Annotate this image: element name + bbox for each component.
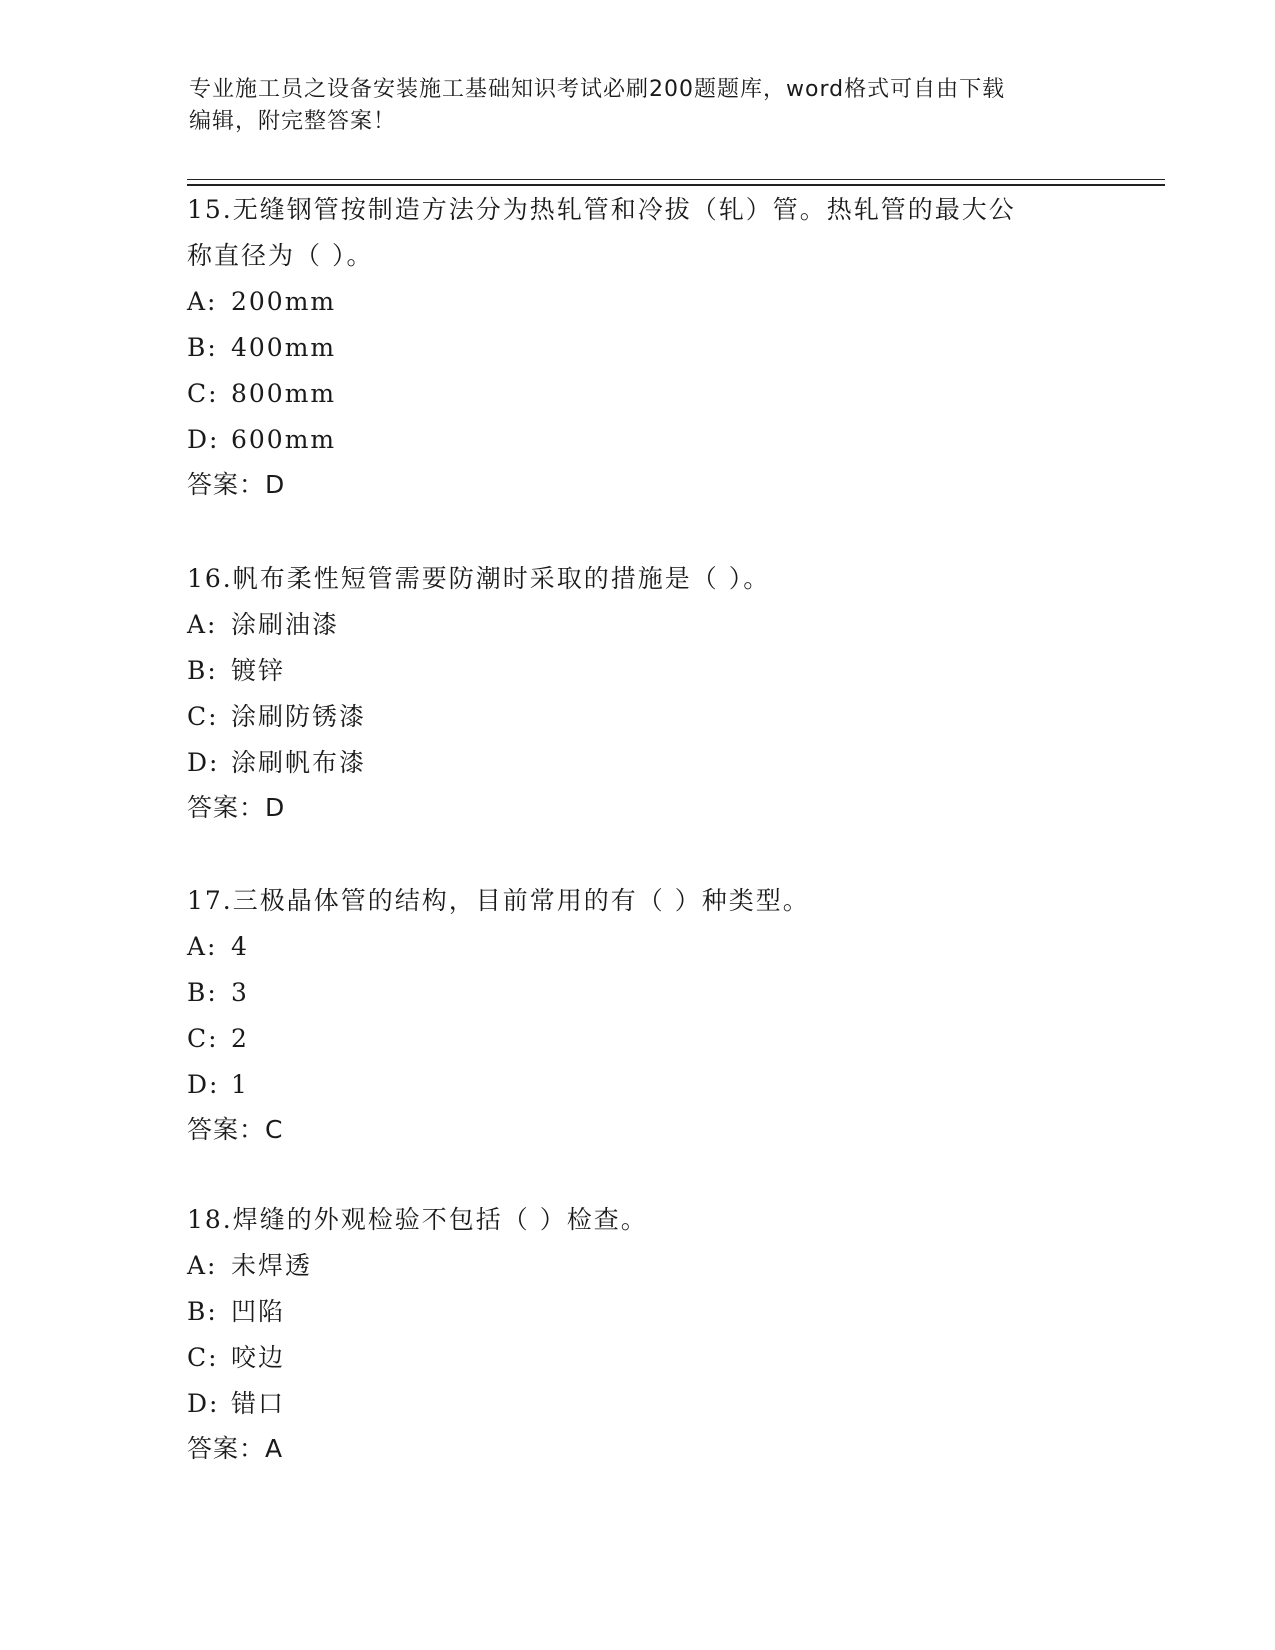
option-letter: D:	[187, 748, 220, 777]
question-text-line: 16.帆布柔性短管需要防潮时采取的措施是（ ）。	[187, 564, 771, 593]
option-text: 3	[231, 978, 249, 1007]
question-16	[187, 556, 1087, 830]
option-letter: D:	[187, 1070, 220, 1099]
header-line-2: 编辑，附完整答案！	[189, 109, 397, 134]
option-letter: D:	[187, 425, 220, 454]
option-a	[187, 1243, 1087, 1289]
option-c	[187, 694, 1087, 740]
option-d	[187, 417, 1087, 463]
option-letter: C:	[187, 379, 219, 408]
option-text: 1	[231, 1070, 249, 1099]
option-c	[187, 1335, 1087, 1381]
option-letter: B:	[187, 1297, 218, 1326]
option-text: 4	[231, 932, 249, 961]
option-c	[187, 371, 1087, 417]
option-letter: C:	[187, 1024, 219, 1053]
option-text: 涂刷油漆	[231, 610, 340, 639]
option-letter: B:	[187, 656, 218, 685]
question-18	[187, 1197, 1087, 1471]
option-text: 600mm	[231, 425, 337, 454]
header-line-1: 专业施工员之设备安装施工基础知识考试必刷200题题库，word格式可自由下载	[189, 77, 1006, 102]
option-c	[187, 1016, 1087, 1062]
option-letter: D:	[187, 1389, 220, 1418]
option-text: 错口	[231, 1389, 286, 1418]
option-a	[187, 602, 1087, 648]
option-d	[187, 1062, 1087, 1108]
option-d	[187, 740, 1087, 786]
option-text: 200mm	[231, 287, 337, 316]
option-a	[187, 279, 1087, 325]
option-letter: A:	[187, 932, 218, 961]
option-letter: A:	[187, 1251, 218, 1280]
option-text: 涂刷防锈漆	[231, 702, 367, 731]
option-letter: A:	[187, 610, 218, 639]
option-text: 涂刷帆布漆	[231, 748, 367, 777]
question-text-line: 15.无缝钢管按制造方法分为热轧管和冷拔（轧）管。热轧管的最大公	[187, 195, 1016, 224]
option-b	[187, 970, 1087, 1016]
header-divider-thin	[187, 179, 1165, 180]
option-text: 凹陷	[231, 1297, 286, 1326]
answer-label: 答案：A	[187, 1434, 284, 1463]
answer-label: 答案：C	[187, 1115, 284, 1144]
option-a	[187, 924, 1087, 970]
question-15	[187, 187, 1087, 507]
option-b	[187, 1289, 1087, 1335]
option-text: 镀锌	[231, 656, 286, 685]
question-text-line: 17.三极晶体管的结构，目前常用的有（ ）种类型。	[187, 886, 810, 915]
option-text: 未焊透	[231, 1251, 313, 1280]
option-b	[187, 648, 1087, 694]
answer-label: 答案：D	[187, 793, 286, 822]
option-text: 400mm	[231, 333, 337, 362]
document-header	[189, 74, 1089, 138]
option-text: 咬边	[231, 1343, 286, 1372]
option-d	[187, 1381, 1087, 1427]
question-text-line: 称直径为（ ）。	[187, 241, 374, 270]
question-17	[187, 878, 1087, 1152]
option-letter: B:	[187, 978, 218, 1007]
option-letter: C:	[187, 702, 219, 731]
option-text: 2	[231, 1024, 249, 1053]
header-divider-thick	[187, 184, 1165, 186]
option-letter: A:	[187, 287, 218, 316]
option-letter: B:	[187, 333, 218, 362]
option-b	[187, 325, 1087, 371]
question-text-line: 18.焊缝的外观检验不包括（ ）检查。	[187, 1205, 648, 1234]
option-letter: C:	[187, 1343, 219, 1372]
answer-label: 答案：D	[187, 470, 286, 499]
option-text: 800mm	[231, 379, 337, 408]
